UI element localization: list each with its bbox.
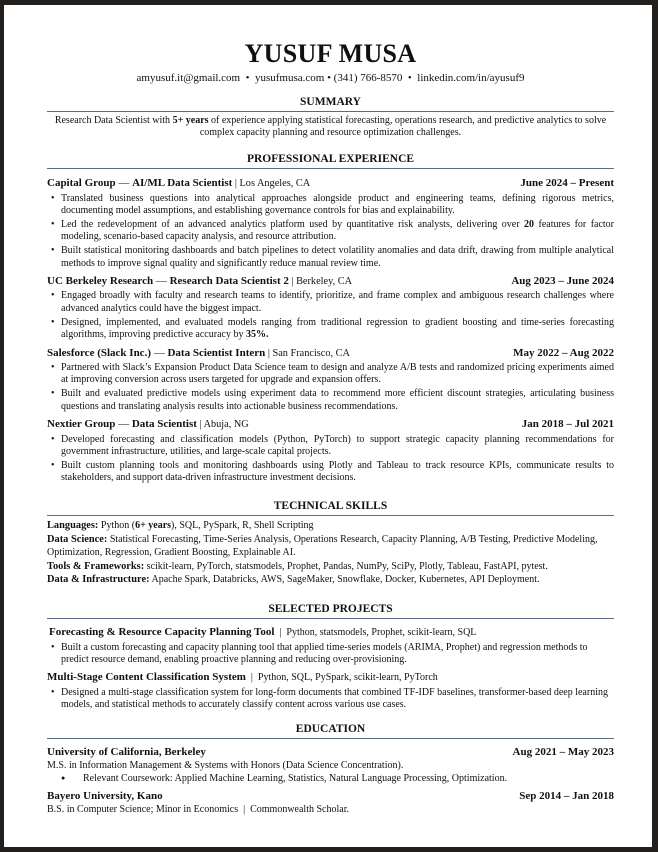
job-header [47, 417, 614, 432]
job-bullet [61, 245, 614, 270]
job-dates: Aug 2023 – June 2024 [511, 274, 614, 287]
job-dates: Jan 2018 – Jul 2021 [521, 418, 614, 431]
section-divider [47, 515, 614, 516]
skill-value: scikit-learn, PyTorch, statsmodels, Prophet, Pandas, NumPy, SciPy, Plotly, Tableau, FastAPI, pytest. [144, 560, 548, 572]
skill-languages [47, 519, 614, 533]
job-bullet [61, 388, 614, 413]
bullet-text: features for factor modeling, scenario-based capacity analysis, and resource attribution. [61, 218, 615, 243]
summary-text-part: of experience applying statistical forecasting, operations research, and predictive analytics to solve complex capacity planning and resource optimization challenges. [199, 115, 607, 139]
bullet-text: Engaged broadly with faculty and research teams to identify, prioritize, and frame complex and ambiguous research challenges where advanced analytics could have the biggest impact. [61, 290, 614, 314]
job-dates: May 2022 – Aug 2022 [513, 346, 614, 359]
job-header [47, 176, 614, 191]
project-stack: | Python, statsmodels, Prophet, scikit-learn, SQL [274, 627, 477, 638]
skill-tools [47, 560, 614, 574]
job-company: UC Berkeley Research [47, 274, 154, 287]
school-degree: M.S. in Information Management & Systems with Honors (Data Science Concentration). [47, 760, 404, 771]
skill-data-science [47, 533, 614, 560]
job-company: Capital Group [47, 177, 116, 189]
summary-text-part: Research Data Scientist with [54, 115, 173, 126]
section-title-education: EDUCATION [295, 723, 366, 735]
job-bullet [61, 362, 614, 387]
job-bullets [47, 290, 614, 341]
school-name: Bayero University, Kano [47, 790, 163, 802]
bullet-text: Partnered with Slack’s Expansion Product Data Science team to design and analyze A/B tests and randomized pricing experiments aimed at improving conversion across users targeted for upgrade and expansion offers. [61, 362, 614, 386]
job-role: AI/ML Data Scientist [132, 177, 233, 189]
job-bullets [47, 362, 614, 413]
project-entry [47, 625, 614, 666]
education-header [47, 789, 614, 803]
skill-label: Tools & Frameworks: [47, 560, 145, 572]
school-dates: Aug 2021 – May 2023 [512, 746, 614, 758]
job-bullet [61, 460, 614, 485]
project-entry [47, 670, 614, 711]
job-entry [47, 346, 614, 414]
project-header [47, 625, 614, 640]
skill-highlight: 6+ years [135, 520, 172, 531]
summary-text [47, 115, 614, 140]
skills-section [47, 499, 614, 587]
job-bullet [61, 290, 614, 315]
bullet-text: Built and evaluated predictive models using experiment data to recommend more efficient discount strategies, articulating business questions and translating analysis results into actionable business recommendations. [61, 388, 614, 412]
job-role: Data Scientist Intern [167, 346, 266, 359]
contact-line: amyusuf.it@gmail.com • yusufmusa.com • (341) 766-8570 • linkedin.com/in/ayusuf9 [136, 72, 525, 84]
project-bullets [47, 642, 614, 667]
section-divider [47, 168, 614, 169]
job-location: | Los Angeles, CA [232, 178, 311, 189]
job-role: Data Scientist [131, 418, 197, 431]
job-location: | Abuja, NG [196, 419, 249, 431]
job-sep: — [153, 274, 170, 287]
section-title-experience: PROFESSIONAL EXPERIENCE [246, 153, 415, 165]
section-divider [47, 111, 614, 112]
job-company: Nextier Group [47, 418, 116, 431]
job-company: Salesforce (Slack Inc.) [47, 346, 151, 359]
job-sep: — [115, 418, 132, 431]
bullet-text: Built statistical monitoring dashboards and batch pipelines to detect volatility anomalies and data drift, drawing from multiple analytical methods to improve signal quality and significantly reduce manual review time. [61, 245, 614, 269]
job-entry [47, 274, 614, 342]
school-coursework: ● Relevant Coursework: Applied Machine Learning, Statistics, Natural Language Processing, Optimization. [47, 772, 614, 785]
section-divider [47, 738, 614, 739]
job-bullet [61, 317, 614, 342]
project-bullets [47, 687, 614, 712]
project-name: Forecasting & Resource Capacity Planning Tool [49, 626, 275, 638]
skill-value: Python ( [98, 520, 136, 531]
job-bullets [47, 434, 614, 485]
candidate-name: YUSUF MUSA [244, 39, 417, 68]
education-section [47, 722, 614, 816]
skill-infrastructure [47, 573, 614, 587]
project-stack: | Python, SQL, PySpark, scikit-learn, PyTorch [245, 672, 438, 684]
job-bullets [47, 193, 614, 270]
section-title-summary: SUMMARY [300, 96, 361, 108]
job-bullet [61, 434, 614, 459]
section-title-projects: SELECTED PROJECTS [268, 603, 393, 615]
skill-value: Apache Spark, Databricks, AWS, SageMaker, Snowflake, Docker, Kubernetes, API Deployment. [149, 574, 540, 586]
job-entry [47, 176, 614, 270]
bullet-text: Developed forecasting and classification models (Python, PyTorch) to support strategic capacity planning recommendations for government infrastructure, utilities, and large-scale capital projects. [61, 433, 614, 458]
job-location: | San Francisco, CA [265, 347, 350, 359]
job-sep: — [150, 346, 168, 359]
education-header [47, 745, 614, 759]
section-title-skills: TECHNICAL SKILLS [273, 500, 388, 512]
school-name: University of California, Berkeley [47, 746, 206, 758]
projects-section [47, 602, 614, 712]
school-degree: B.S. in Computer Science; Minor in Economics | Commonwealth Scholar. [47, 804, 349, 815]
school-dates: Sep 2014 – Jan 2018 [519, 790, 614, 802]
job-bullet [61, 219, 614, 244]
skill-label: Languages: [47, 520, 99, 531]
job-role: Research Data Scientist 2 [169, 274, 289, 287]
summary-years: 5+ years [172, 115, 209, 126]
job-dates: June 2024 – Present [520, 177, 614, 189]
job-header [47, 274, 614, 289]
job-entry [47, 417, 614, 485]
project-bullet: • Designed a multi-stage classification system for long-form documents that combined TF-IDF baselines, transformer-based deep learning models, and statistical methods to accurately classify content across various use cases. [61, 687, 614, 712]
skill-label: Data & Infrastructure: [47, 574, 150, 586]
bullet-text: Translated business questions into analytical approaches alongside product and engineering teams, defining rigorous metrics, documenting model assumptions, and establishing governance controls for bias and explainability. [61, 192, 614, 216]
education-entry [47, 745, 614, 785]
education-entry [47, 789, 614, 816]
summary-section [47, 95, 614, 140]
job-bullet [61, 193, 614, 218]
skill-value: Statistical Forecasting, Time-Series Analysis, Operations Research, Capacity Planning, A/B Testing, Predictive Modeling, Optimization, Regression, Gradient Boosting, Explainable AI. [47, 533, 598, 559]
bullet-text: Built custom planning tools and monitoring dashboards using Plotly and Tableau to track resource KPIs, communicate results to stakeholders, and support data-driven infrastructure investment decisions. [61, 460, 614, 484]
bullet-highlight: 35%. [245, 329, 269, 341]
bullet-text: Designed, implemented, and evaluated models ranging from traditional regression to gradient boosting and time-series forecasting algorithms, improving predictive accuracy by [61, 316, 614, 341]
job-sep: — [115, 177, 133, 189]
skill-label: Data Science: [47, 533, 108, 545]
experience-section [47, 152, 614, 485]
job-location: | Berkeley, CA [288, 275, 353, 287]
resume-page [4, 5, 652, 847]
skill-value: ), SQL, PySpark, R, Shell Scripting [171, 520, 314, 531]
bullet-highlight: 20 [524, 218, 535, 230]
project-header [47, 670, 614, 685]
project-name: Multi-Stage Content Classification System [47, 671, 246, 684]
bullet-text: Led the redevelopment of an advanced analytics platform used by quantitative risk analysts, delivering over [61, 218, 525, 230]
project-bullet: • Built a custom forecasting and capacity planning tool that applied time-series models (ARIMA, Prophet) and regression methods to predict resource demand, enabling proactive planning and reducing over-provisioning. [61, 642, 614, 667]
section-divider [47, 618, 614, 619]
job-header [47, 346, 614, 361]
